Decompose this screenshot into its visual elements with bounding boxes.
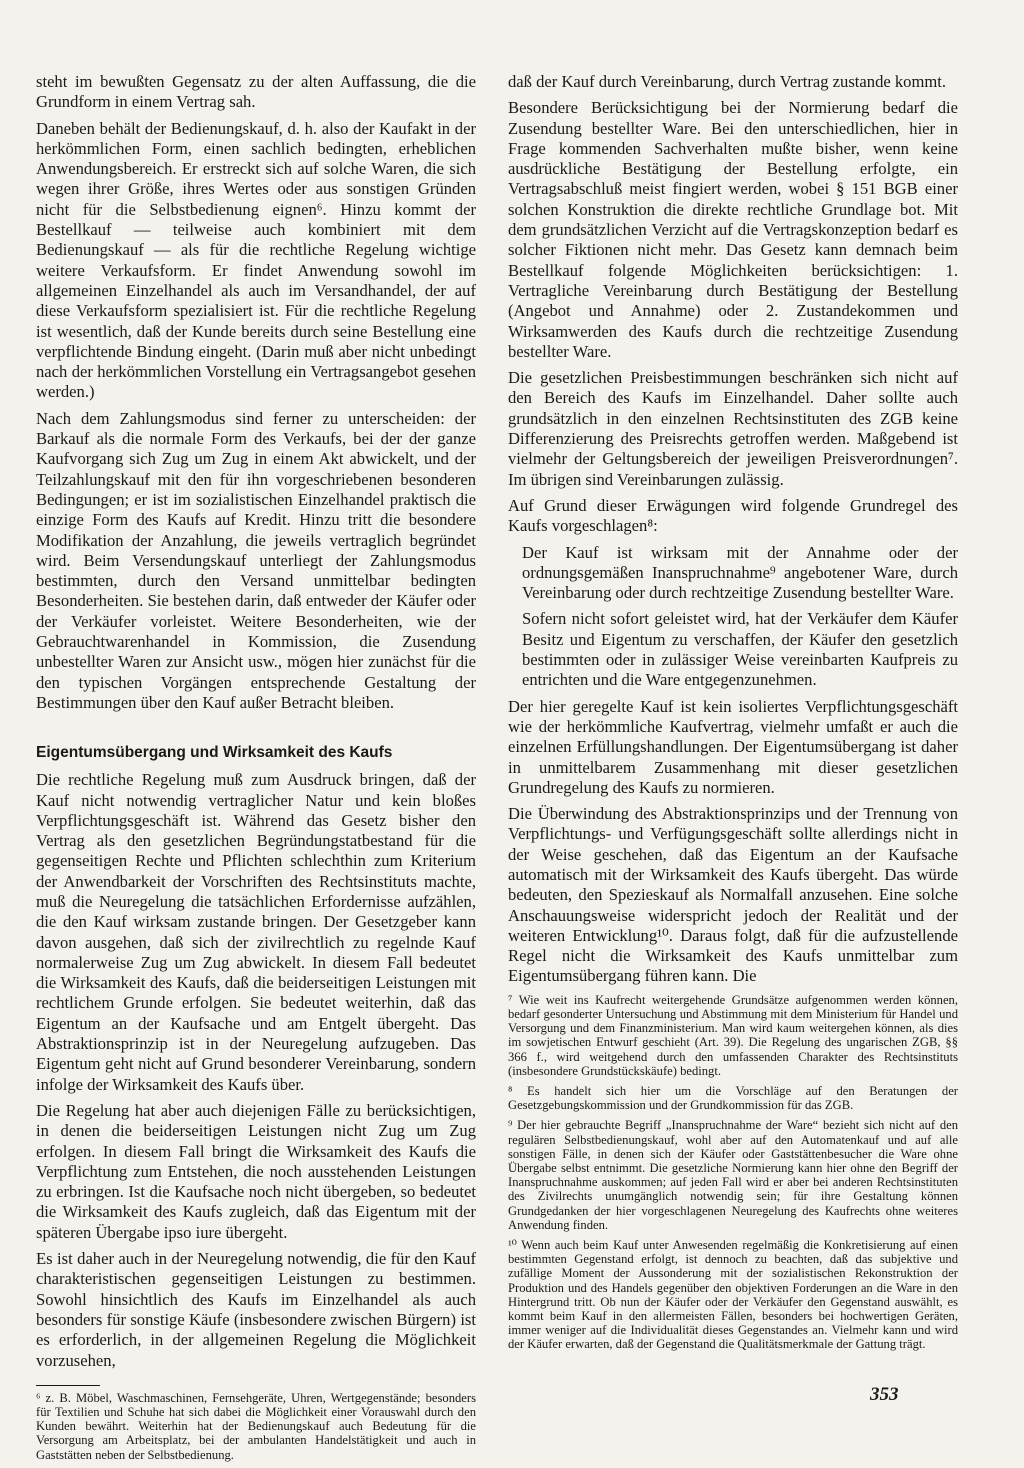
paragraph: Nach dem Zahlungsmodus sind ferner zu unterscheiden: der Barkauf als die normale Form des Verkaufs, bei der der ganze Kaufvorgang sich Zug um Zug in einem Akt abwickelt, und der Teilzahlungskauf mit den für ihn vorgeschriebenen besonderen Bedingungen; er ist im sozialistischen Einzelhandel praktisch die einzige Form des Kaufs auf Kredit. Hinzu tritt die besondere Modifikation der Anzahlung, die jeweils vertraglich begründet wird. Beim Versendungskauf unterliegt der Zahlungsmodus bestimmten, durch den Versand unmittelbar bedingten Besonderheiten. Sie bestehen darin, daß entweder der Käufer oder der Verkäufer vorleistet. Weitere Besonderheiten, wie der Gebrauchtwarenhandel in Kommission, die Zusendung unbestellter Waren zur Ansicht usw., mögen hier zunächst für die den typischen Vorgängen entsprechende Gestaltung der Bestimmungen über den Kauf außer Betracht bleiben. <box>36 408 476 712</box>
paragraph: Es ist daher auch in der Neuregelung notwendig, die für den Kauf charakteristischen gegenseitigen Leistungen zu bestimmen. Sowohl hinsichtlich des Kaufs im Einzelhandel als auch besonders für sonstige Käufe (insbesondere zwischen Bürgern) ist es erforderlich, in der allgemeinen Regelung die Möglichkeit vorzusehen, <box>36 1249 476 1370</box>
paragraph: daß der Kauf durch Vereinbarung, durch Vertrag zustande kommt. <box>508 72 947 91</box>
section-heading: Eigentumsübergang und Wirksamkeit des Kaufs <box>36 744 393 762</box>
footnote-8: ⁸ Es handelt sich hier um die Vorschläge auf den Beratungen der Gesetzgebungskommission und der Grundkommission für das ZGB. <box>508 1083 958 1113</box>
paragraph: Die Regelung hat aber auch diejenigen Fälle zu berücksichtigen, in denen die beiderseitigen Leistungen nicht Zug um Zug erfolgen. In diesem Fall bringt die Wirksamkeit des Kaufs die Verpflichtung zum Entstehen, die noch ausstehenden Leistungen zu erbringen. Ist die Kaufsache noch nicht übergeben, so bedeutet die Wirksamkeit des Kaufs zugleich, daß das Eigentum mit der späteren Übergabe ipso iure übergeht. <box>36 1100 476 1242</box>
footnote-10: ¹⁰ Wenn auch beim Kauf unter Anwesenden regelmäßig die Konkretisierung auf einen bestimmten Gegenstand erfolgt, ist dennoch zu beachten, daß das subjektive und zufällige Moment der Aussonderung mit der sozialistischen Rekonstruktion der Produktion und des Handels gegenüber den objektiven Forderungen an die Ware in den Hintergrund tritt. Ob nun der Käufer oder der Verkäufer den Gegenstand auswählt, es kommt beim Kauf in den allermeisten Fällen, besonders bei hochwertigen Geräten, immer weniger auf die Individualität dieses Gegenstandes an. Vielmehr kann und wird der Käufer erwarten, daß der Gegenstand die Qualitätsmerkmale der Gattung trägt. <box>508 1238 958 1352</box>
page-number: 353 <box>870 1384 899 1405</box>
footnote-9: ⁹ Der hier gebrauchte Begriff „Inanspruchnahme der Ware“ bezieht sich nicht auf den regulären Selbstbedienungskauf, wohl aber auf den Automatenkauf und auf alle sonstigen Fälle, in denen sich der Käufer oder Gaststättenbesucher die Ware ohne Übergabe selbst entnimmt. Die gesetzliche Normierung kann hier ohne den Begriff der Inanspruchnahme auskommen; auf jeden Fall wird er aber bei anderen Rechtsinstituten des Zivilrechts unumgänglich notwendig sein; für ihre Gestaltung können Grundgedanken der hier vorgeschlagenen Neuregelung des Kaufrechts ohne weiteres Anwendung finden. <box>508 1118 958 1232</box>
paragraph: Die rechtliche Regelung muß zum Ausdruck bringen, daß der Kauf nicht notwendig vertraglicher Natur und kein bloßes Verpflichtungsgeschäft ist. Während das Gesetz bisher den Vertrag als den gesetzlichen Begründungstatbestand für die gegenseitigen Rechte und Pflichten schlechthin zum Kriterium der Anwendbarkeit der Vorschriften des Rechtsinstituts machte, muß die Neuregelung die tatsächlichen Erfordernisse aufzählen, die den Kauf wirksam zustande bringen. Der Gesetzgeber kann davon ausgehen, daß sich der zivilrechtlich zu regelnde Kauf normalerweise Zug um Zug abwickelt. In diesem Fall bedeutet die Wirksamkeit des Kaufs, daß die beiderseitigen Leistungen mit rechtlichem Grunde erfolgen. Sie bedeutet weiterhin, daß das Eigentum an der Kaufsache und am Entgelt übergeht. Das Abstraktionsprinzip ist in der Neuregelung aufzugeben. Das Eigentum geht nicht auf Grund besonderer Vereinbarung, sondern infolge der Wirksamkeit des Kaufs über. <box>36 770 476 1094</box>
footnote-7: ⁷ Wie weit ins Kaufrecht weitergehende Grundsätze aufgenommen werden können, bedarf gesonderter Untersuchung und Abstimmung mit dem Ministerium für Handel und Versorgung und dem Finanzministerium. Man wird kaum weitergehen können, als dies im sowjetischen Entwurf geschieht (Art. 39). Die Regelung des ungarischen ZGB, §§ 366 f., wird weitgehend durch den umfassenden Charakter des Rechtsinstituts (insbesondere Grundstückskäufe) bedingt. <box>508 992 958 1078</box>
footnote-6: ⁶ z. B. Möbel, Waschmaschinen, Fernsehgeräte, Uhren, Wertgegenstände; besonders für Textilien und Schuhe hat sich dabei die Möglichkeit einer Vorauswahl durch den Kunden bewährt. Weiterhin hat der Bedienungskauf auch Bedeutung für die Versorgung am Arbeitsplatz, bei der ambulanten Handelstätigkeit und auch in Gaststätten neben der Selbstbedienung. <box>36 1390 476 1462</box>
paragraph: Die Überwindung des Abstraktionsprinzips und der Trennung von Verpflichtungs- und Verfügungsgeschäft sollte allerdings nicht in der Weise geschehen, daß das Eigentum an der Kaufsache automatisch mit der Wirksamkeit des Kaufs übergeht. Das würde bedeuten, den Spezieskauf als Normalfall anzusehen. Eine solche Anschauungsweise widerspricht jedoch der Realität und der weiteren Entwicklung¹⁰. Daraus folgt, daß für die aufzustellende Regel nicht die Wirksamkeit des Kaufs unmittelbar zum Eigentumsübergang führen kann. Die <box>508 804 958 986</box>
proposed-rule-2: Sofern nicht sofort geleistet wird, hat der Verkäufer dem Käufer Besitz und Eigentum zu verschaffen, der Käufer den gesetzlich bestimmten oder in zulässiger Weise vereinbarten Kaufpreis zu entrichten und die Ware entgegenzunehmen. <box>522 609 958 690</box>
paragraph: Die gesetzlichen Preisbestimmungen beschränken sich nicht auf den Bereich des Kaufs im Einzelhandel. Daher sollte auch grundsätzlich in den einzelnen Rechtsinstituten des ZGB keine Differenzierung des Preisrechts getroffen werden. Maßgebend ist vielmehr der Geltungsbereich der jeweiligen Preisverordnungen⁷. Im übrigen sind Vereinbarungen zulässig. <box>508 368 958 489</box>
footnote-divider <box>36 1385 100 1386</box>
paragraph: Besondere Berücksichtigung bei der Normierung bedarf die Zusendung bestellter Ware. Bei den unterschiedlichen, hier in Frage kommenden Sachverhalten mußte bisher, wenn keine ausdrückliche Bestätigung der Bestellung erfolgte, ein Vertragsabschluß meist fingiert werden, wobei § 151 BGB einer solchen Konstruktion die direkte rechtliche Grundlage bot. Mit dem grundsätzlichen Verzicht auf die Vertragskonzeption bedarf es solcher Fiktionen nicht mehr. Das Gesetz kann demnach beim Bestellkauf folgende Möglichkeiten berücksichtigen: 1. Vertragliche Vereinbarung durch Bestätigung der Bestellung (Angebot und Annahme) oder 2. Zustandekommen und Wirksamwerden des Kaufs durch die rechtzeitige Zusendung bestellter Ware. <box>508 98 958 361</box>
paragraph: steht im bewußten Gegensatz zu der alten Auffassung, die die Grundform in einem Vertrag sah. <box>36 72 476 112</box>
proposed-rule-1: Der Kauf ist wirksam mit der Annahme oder der ordnungsgemäßen Inanspruchnahme⁹ angebotener Ware, durch Vereinbarung oder durch rechtzeitige Zusendung bestellter Ware. <box>522 542 958 603</box>
paragraph: Auf Grund dieser Erwägungen wird folgende Grundregel des Kaufs vorgeschlagen⁸: <box>508 495 958 536</box>
paragraph: Der hier geregelte Kauf ist kein isoliertes Verpflichtungsgeschäft wie der herkömmliche Kaufvertrag, vielmehr umfaßt er auch die einzelnen Erfüllungshandlungen. Der Eigentumsübergang ist daher in unmittelbarem Zusammenhang mit dieser gesetzlichen Grundregelung des Kaufs zu normieren. <box>508 696 958 797</box>
paragraph: Daneben behält der Bedienungskauf, d. h. also der Kaufakt in der herkömmlichen Form, einen sachlich bedingten, erheblichen Anwendungsbereich. Er erstreckt sich auf solche Waren, die sich wegen ihrer Größe, ihres Wertes oder aus sonstigen Gründen nicht für die Selbstbedienung eignen⁶. Hinzu kommt der Bestellkauf — teilweise auch kombiniert mit dem Bedienungskauf — als für die rechtliche Regelung wichtige weitere Verkaufsform. Er findet Anwendung sowohl im allgemeinen Einzelhandel als auch im Versandhandel, der auf diese Verkaufsform spezialisiert ist. Für die rechtliche Regelung ist wesentlich, daß der Kunde bereits durch seine Bestellung eine verpflichtende Bindung eingeht. (Darin muß aber nicht unbedingt nach der herkömmlichen Vorstellung ein Vertragsangebot gesehen werden.) <box>36 118 476 402</box>
right-column <box>508 72 958 1358</box>
left-column <box>36 72 476 1468</box>
